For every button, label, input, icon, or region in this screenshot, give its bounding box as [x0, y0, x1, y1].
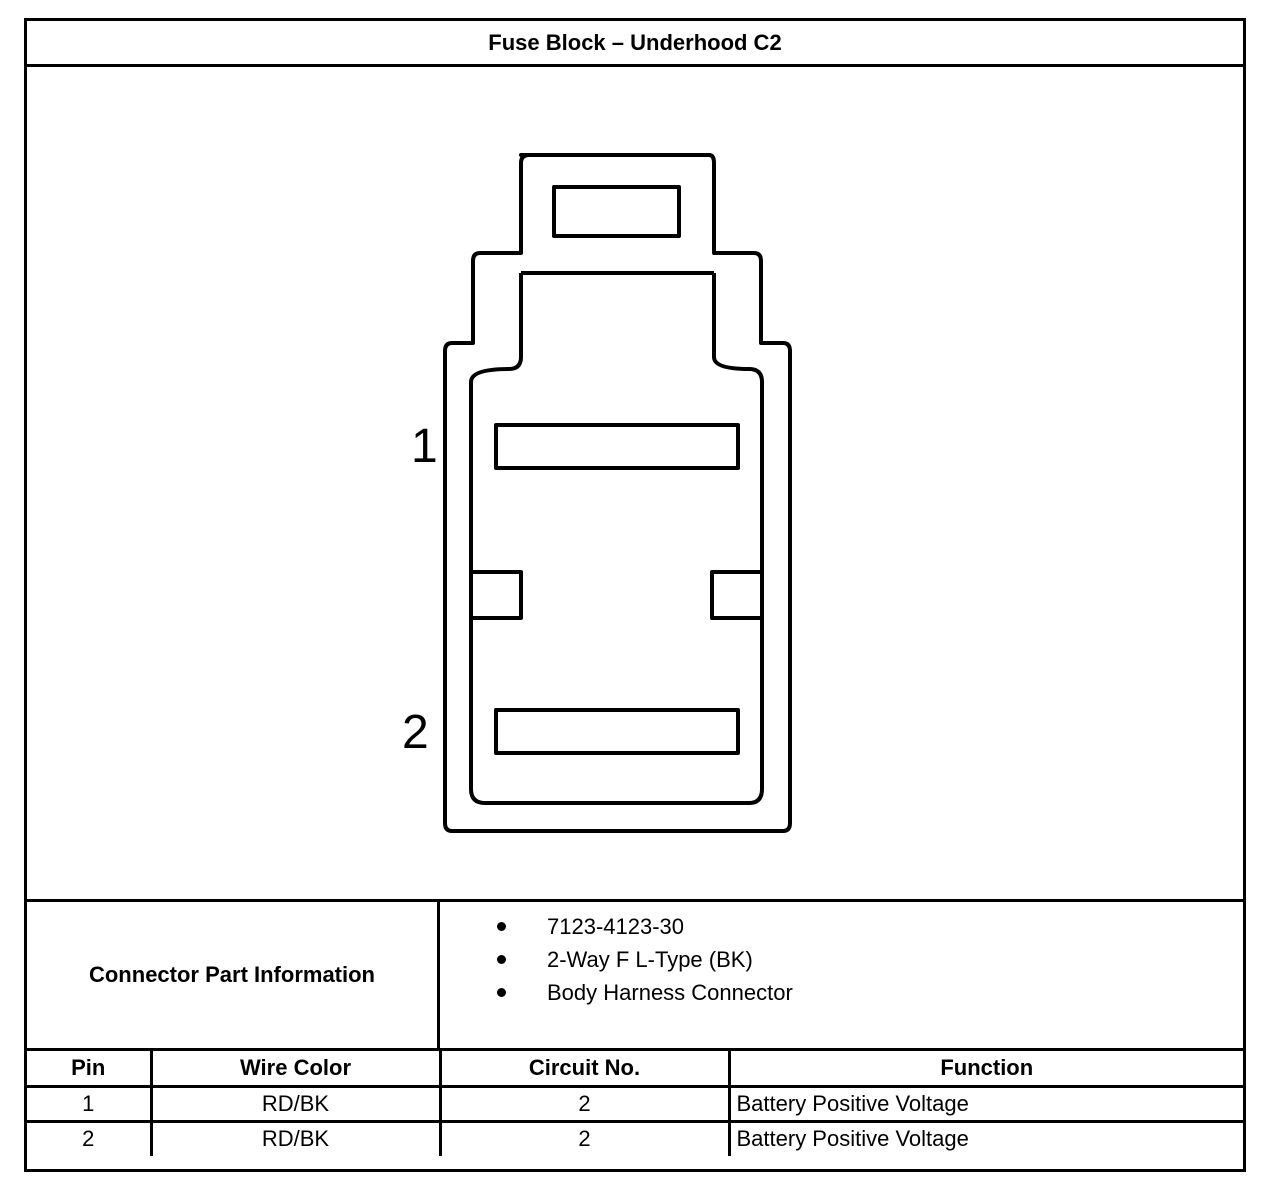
terminal-pin-2	[496, 710, 738, 753]
bullet-icon	[497, 988, 506, 997]
cell-wire-color: RD/BK	[151, 1121, 440, 1156]
connector-part-info	[27, 899, 1243, 1051]
sheet-title: Fuse Block – Underhood C2	[27, 21, 1243, 67]
pin-label-1: 1	[411, 420, 438, 473]
latch-window	[554, 187, 679, 236]
connector-inner-cavity	[471, 273, 762, 803]
cell-circuit-no: 2	[440, 1086, 729, 1121]
pin-label-2: 2	[402, 706, 429, 759]
list-item-text: Body Harness Connector	[547, 980, 793, 1005]
connector-diagram	[27, 67, 1243, 899]
table-header-row	[27, 1051, 1243, 1086]
cell-circuit-no: 2	[440, 1121, 729, 1156]
connector-sheet	[24, 18, 1246, 1172]
cell-function: Battery Positive Voltage	[729, 1121, 1243, 1156]
key-right	[712, 572, 762, 618]
list-item	[440, 976, 793, 1009]
list-item-text: 7123-4123-30	[547, 914, 685, 939]
header-wire-color: Wire Color	[151, 1051, 440, 1086]
table-row	[27, 1086, 1243, 1121]
header-circuit-no: Circuit No.	[440, 1051, 729, 1086]
connector-face-drawing	[27, 67, 1243, 899]
pin-table	[27, 1051, 1243, 1156]
terminal-pin-1	[496, 425, 738, 468]
cell-pin: 1	[27, 1086, 151, 1121]
bullet-icon	[497, 955, 506, 964]
list-item	[440, 943, 793, 976]
cell-function: Battery Positive Voltage	[729, 1086, 1243, 1121]
connector-info-list	[440, 910, 793, 1009]
cell-wire-color: RD/BK	[151, 1086, 440, 1121]
header-function: Function	[729, 1051, 1243, 1086]
table-row	[27, 1121, 1243, 1156]
key-left	[471, 572, 521, 618]
connector-info-label: Connector Part Information	[27, 902, 440, 1048]
header-pin: Pin	[27, 1051, 151, 1086]
cell-pin: 2	[27, 1121, 151, 1156]
bullet-icon	[497, 922, 506, 931]
list-item	[440, 910, 793, 943]
list-item-text: 2-Way F L-Type (BK)	[547, 947, 753, 972]
